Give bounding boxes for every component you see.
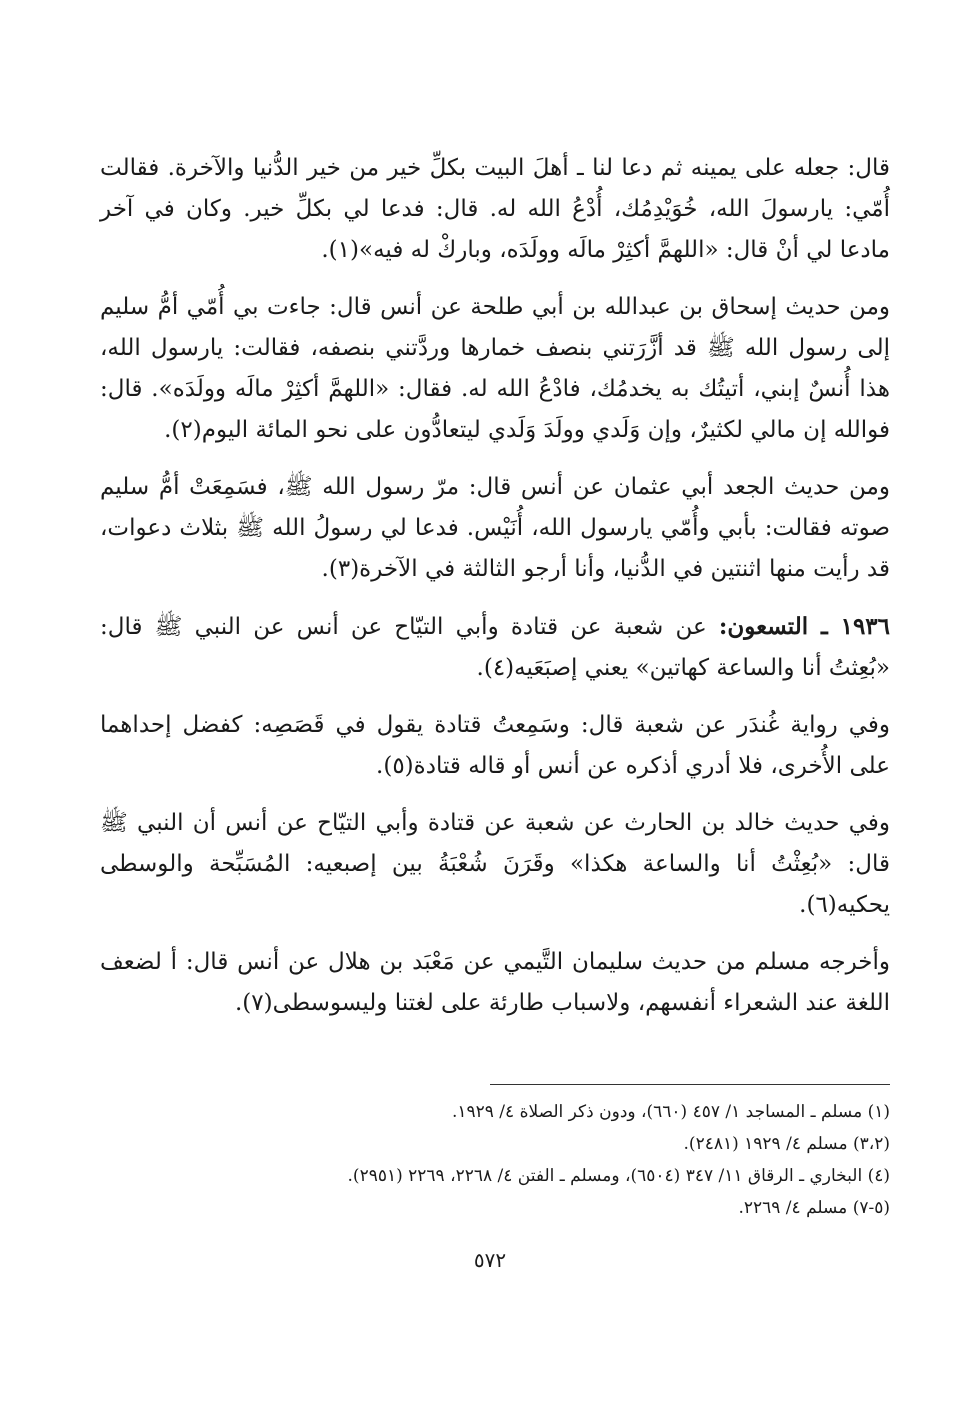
paragraph: ومن حديث الجعد أبي عثمان عن أنس قال: مرّ رسول الله ﷺ، فسَمِعَتْ أمُّ سليم صوته فقالت: بأبي وأُمّي يارسول الله، أُنَيْس. فدعا لي رسولُ الله ﷺ بثلاث دعوات، قد رأيت منها اثنتين في الدُّنيا، وأنا أرجو الثالثة في الآخرة(٣). [100, 474, 890, 582]
page-number: ٥٧٢ [473, 1248, 507, 1272]
paragraph: قال: جعله على يمينه ثم دعا لنا ـ أهلَ البيت بكلِّ خير من خير الدُّنيا والآخرة. فقالت أُمّي: يارسولَ الله، خُوَيْدِمُك، أُدْعُ الله له. قال: فدعا لي بكلِّ خير. وكان في آخر مادعا لي أنْ قال: «اللهمَّ أكثِرْ مالَه وولَدَه، وباركْ له فيه»(١). [100, 155, 890, 263]
paragraph: ومن حديث إسحاق بن عبدالله بن أبي طلحة عن أنس قال: جاءت بي أُمّي أمُّ سليم إلى رسول الله ﷺ قد أزَّرَتني بنصف خمارها وردَّتني بنصفه، فقالت: يارسول الله، هذا أُنسٌ إبني، أتيتُك به يخدمُك، فادْعُ الله له. فقال: «اللهمَّ أكثِرْ مالَه وولَدَه». قال: فوالله إن مالي لكثيرٌ، وإن وَلَدي وولَدَ وَلَدي ليتعادُّون على نحو المائة اليوم(٢). [100, 294, 890, 443]
footnote: (٣،٢) مسلم ٤/ ١٩٢٩ (٢٤٨١). [683, 1134, 890, 1154]
footnotes [100, 1096, 890, 1224]
footnote-divider [490, 1084, 890, 1085]
footnote: (٥-٧) مسلم ٤/ ٢٢٦٩. [738, 1198, 890, 1218]
entry-number: ١٩٣٦ ـ التسعون: [718, 613, 891, 640]
main-text [100, 148, 890, 1040]
paragraph: وفي رواية غُندَر عن شعبة قال: وسَمِعتُ قتادة يقول في قَصَصِه: كفضل إحداهما على الأُخرى، فلا أدري أذكره عن أنس أو قاله قتادة(٥). [100, 712, 890, 779]
footnote: (٤) البخاري ـ الرقاق ١١/ ٣٤٧ (٦٥٠٤)، ومسلم ـ الفتن ٤/ ٢٢٦٨، ٢٢٦٩ (٢٩٥١). [347, 1166, 890, 1186]
paragraph: وفي حديث خالد بن الحارث عن شعبة عن قتادة وأبي التيّاح عن أنس أن النبي ﷺ قال: «بُعِثْتُ أنا والساعة هكذا» وقَرَنَ شُعْبَةُ بين إصبعيه: المُسَبِّحة والوسطى يحكيه(٦). [100, 810, 890, 918]
footnote: (١) مسلم ـ المساجد ١/ ٤٥٧ (٦٦٠)، ودون ذكر الصلاة ٤/ ١٩٢٩. [451, 1102, 890, 1122]
paragraph: وأخرجه مسلم من حديث سليمان التَّيمي عن مَعْبَد بن هلال عن أنس قال: أ لضعف اللغة عند الشعراء أنفسهم، ولاسباب طارئة على لغتنا وليسوسطى(٧). [100, 949, 890, 1016]
hadith-entry [100, 606, 890, 689]
entry-text: عن شعبة عن قتادة وأبي التيّاح عن أنس عن النبي ﷺ قال: «بُعِثتُ أنا والساعة كهاتين» يعني إصبَعَيه(٤). [100, 614, 890, 681]
